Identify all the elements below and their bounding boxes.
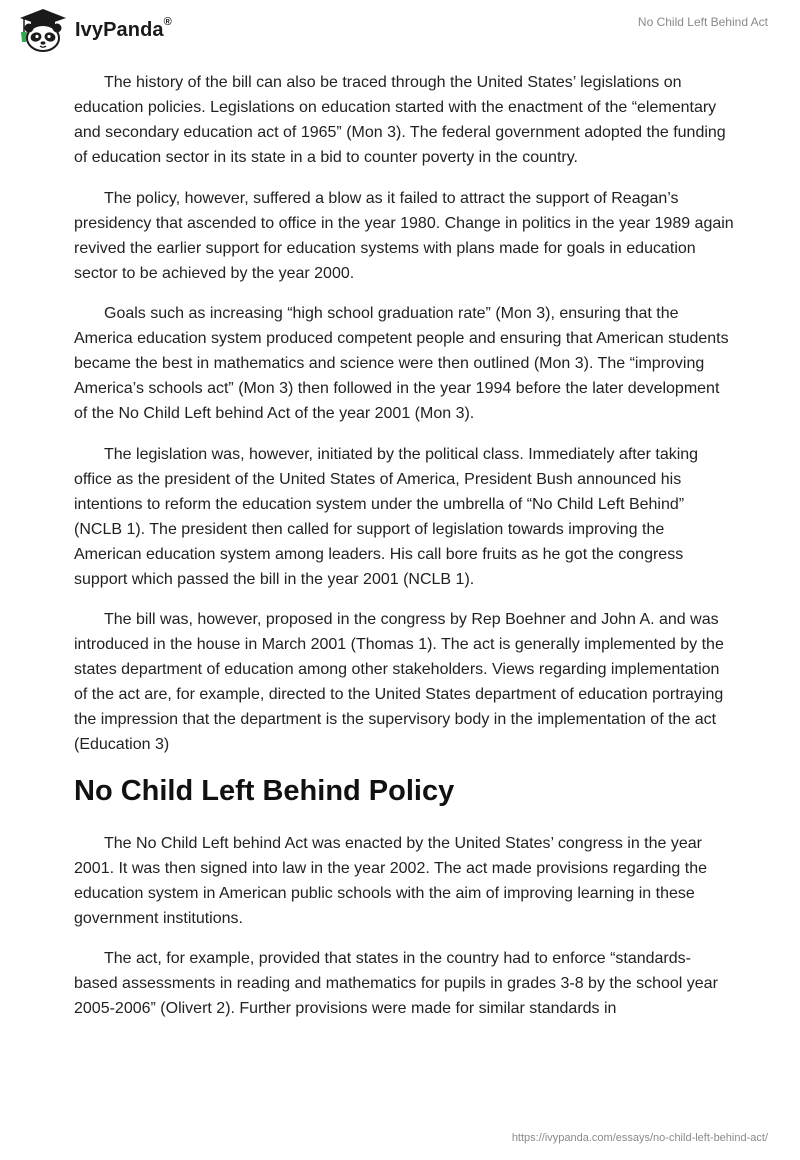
document-title: No Child Left Behind Act <box>637 15 768 29</box>
brand-logo[interactable] <box>14 8 172 52</box>
paragraph: The bill was, however, proposed in the congress by Rep Boehner and John A. and was introduced in the house in March 2001 (Thomas 1). The act is generally implemented by the states department of education among other stakeholders. Views regarding implementation of the act are, for example, directed to the United States department of education portraying the impression that the department is the supervisory body in the implementation of the act (Education 3) <box>74 611 724 753</box>
section-heading: No Child Left Behind Policy <box>74 774 455 807</box>
paragraph: The history of the bill can also be traced through the United States’ legislations on education policies. Legislations on education started with the enactment of the “elementary and secondary education act of 1965” (Mon 3). The federal government adopted the funding of education sector in its state in a bid to counter poverty in the country. <box>74 74 726 166</box>
paragraph: The act, for example, provided that states in the country had to enforce “standards-based assessments in reading and mathematics for pupils in grades 3-8 by the school year 2005-2006” (Olivert 2). Further provisions were made for similar standards in <box>74 950 718 1017</box>
panda-graduate-icon <box>14 8 72 52</box>
brand-name-text: IvyPanda <box>75 18 164 41</box>
paragraph: The No Child Left behind Act was enacted by the United States’ congress in the year 2001. It was then signed into law in the year 2002. The act made provisions regarding the education system in American public schools with the aim of improving learning in these government institutions. <box>74 834 707 927</box>
registered-mark: ® <box>163 15 172 28</box>
source-url[interactable]: https://ivypanda.com/essays/no-child-left-behind-act/ <box>511 1132 768 1144</box>
page-header <box>0 0 800 60</box>
paragraph: Goals such as increasing “high school graduation rate” (Mon 3), ensuring that the America education system produced competent people and ensuring that American students became the best in mathematics and science were then outlined (Mon 3). The “improving America’s schools act” (Mon 3) then followed in the year 1994 before the later development of the No Child Left behind Act of the year 2001 (Mon 3). <box>74 305 729 422</box>
paragraph: The legislation was, however, initiated by the political class. Immediately after taking office as the president of the United States of America, President Bush announced his intentions to reform the education system under the umbrella of “No Child Left Behind” (NCLB 1). The president then called for support of legislation towards improving the American education system among leaders. His call bore fruits as he got the congress support which passed the bill in the year 2001 (NCLB 1). <box>74 445 699 588</box>
essay-content <box>74 70 734 1037</box>
paragraph: The policy, however, suffered a blow as it failed to attract the support of Reagan’s presidency that ascended to office in the year 1980. Change in politics in the year 1989 again revived the earlier support for education systems with plans made for goals in education sector to be achieved by the year 2000. <box>74 189 734 282</box>
brand-name <box>75 15 172 42</box>
